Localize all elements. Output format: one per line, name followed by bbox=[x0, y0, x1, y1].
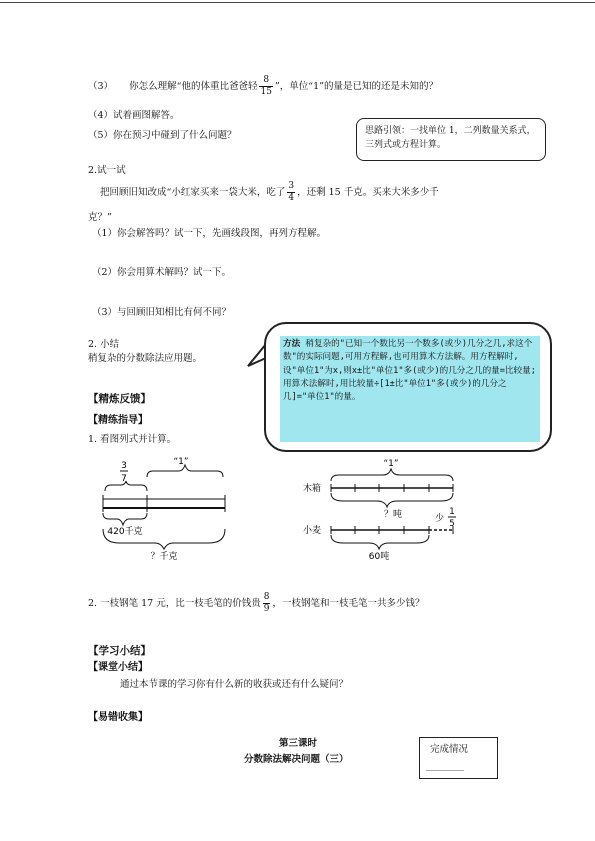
method-text: 稍复杂的"已知一个数比另一个数多(或少)几分之几,求这个数"的实际问题,可用方程解,也可用算术方法解。用方程解时,设"单位1"为x,则x±比"单位1"多(或少)的几分之几的量=比较量;用算术法解时,用比较量÷[1±比"单位1"多(或少)的几分之几]="单位1"的量。 bbox=[283, 339, 536, 403]
question-3 bbox=[88, 76, 438, 97]
section-2-title: 2.试一试 bbox=[88, 165, 126, 176]
diagram2-row2-label: 小麦 bbox=[303, 526, 322, 536]
diagram1-unit-label: “1” bbox=[173, 457, 189, 467]
diagram2-less-label: 少 bbox=[435, 514, 445, 524]
practice-item-2-fraction: $\frac{8}{9}$ bbox=[263, 592, 270, 614]
method-box bbox=[264, 322, 552, 452]
question-4: （4）试着画图解答。 bbox=[88, 110, 180, 121]
section-2-intro-line2: 克？” bbox=[88, 212, 112, 223]
hint-box bbox=[356, 118, 546, 161]
diagram1-bottom-label: ？千克 bbox=[150, 552, 178, 562]
question-3-number: （3） bbox=[88, 81, 114, 92]
summary-title: 2. 小结 bbox=[88, 339, 120, 350]
completion-label: 完成情况 bbox=[430, 744, 469, 755]
practice-item-1: 1. 看图列式并计算。 bbox=[88, 434, 177, 445]
diagram2-frac-den: 5 bbox=[449, 519, 455, 529]
method-label: 方法 bbox=[283, 339, 301, 349]
diagram1-left-value: 420千克 bbox=[107, 527, 143, 537]
diagram2-bottom-label: 60吨 bbox=[368, 552, 390, 562]
diagram2-mid-label: ？吨 bbox=[383, 510, 403, 520]
section-2-sub3: （3）与回顾旧知相比有何不同？ bbox=[92, 307, 232, 318]
question-3-text-post: ”，单位“1”的量是已知的还是未知的？ bbox=[274, 81, 439, 92]
section-2-sub2: （2）你会用算术解吗？试一下。 bbox=[92, 267, 232, 278]
diagram2-frac-num: 1 bbox=[449, 507, 455, 517]
question-3-text-pre: 你怎么理解“他的体重比爸爸轻 bbox=[129, 81, 258, 92]
diagram1-frac-den: 7 bbox=[121, 474, 127, 484]
next-lesson-subtitle: 分数除法解决问题（三） bbox=[244, 754, 349, 765]
study-header: 【学习小结】 bbox=[88, 645, 151, 657]
class-summary-header: 【课堂小结】 bbox=[88, 662, 148, 673]
practice-guide: 【精练指导】 bbox=[88, 415, 148, 426]
section-2-fraction: $\frac{3}{4}$ bbox=[288, 181, 295, 203]
section-2-intro: 把回顾旧知改成“小红家买来一袋大米，吃了 $\frac{3}{4}$ ，还剩 15 千克。买来大米多少千 bbox=[100, 181, 439, 203]
next-lesson-title: 第三课时 bbox=[279, 738, 318, 749]
question-5: （5）你在预习中碰到了什么问题？ bbox=[88, 130, 237, 141]
summary-text: 稍复杂的分数除法应用题。 bbox=[88, 353, 203, 364]
diagram2-unit-label: “1” bbox=[383, 459, 399, 469]
completion-box bbox=[419, 737, 498, 779]
errors-header: 【易错收集】 bbox=[88, 712, 148, 723]
question-3-fraction: $\frac{8}{15}$ bbox=[260, 75, 272, 97]
segment-diagram-1 bbox=[95, 455, 235, 563]
diagram2-row1-label: 木箱 bbox=[303, 484, 322, 494]
method-content bbox=[280, 336, 540, 442]
practice-header: 【精炼反馈】 bbox=[88, 393, 151, 405]
segment-diagram-2 bbox=[295, 455, 470, 565]
section-2-sub1: （1）你会解答吗？试一下，先画线段图，再列方程解。 bbox=[92, 228, 327, 239]
completion-blank[interactable]: ________ bbox=[426, 760, 464, 771]
class-summary-text: 通过本节课的学习你有什么新的收获或还有什么疑问？ bbox=[120, 679, 349, 690]
hint-text: 思路引领：一找单位 1，二列数量关系式，三列式或方程计算。 bbox=[365, 126, 536, 150]
header-rule bbox=[0, 2, 595, 3]
practice-item-2: 2. 一枝钢笔 17 元，比一枝毛笔的价钱贵 $\frac{8}{9}$ ，一枝钢笔和一枝毛笔一共多少钱？ bbox=[88, 592, 425, 614]
diagram1-frac-num: 3 bbox=[121, 461, 127, 471]
